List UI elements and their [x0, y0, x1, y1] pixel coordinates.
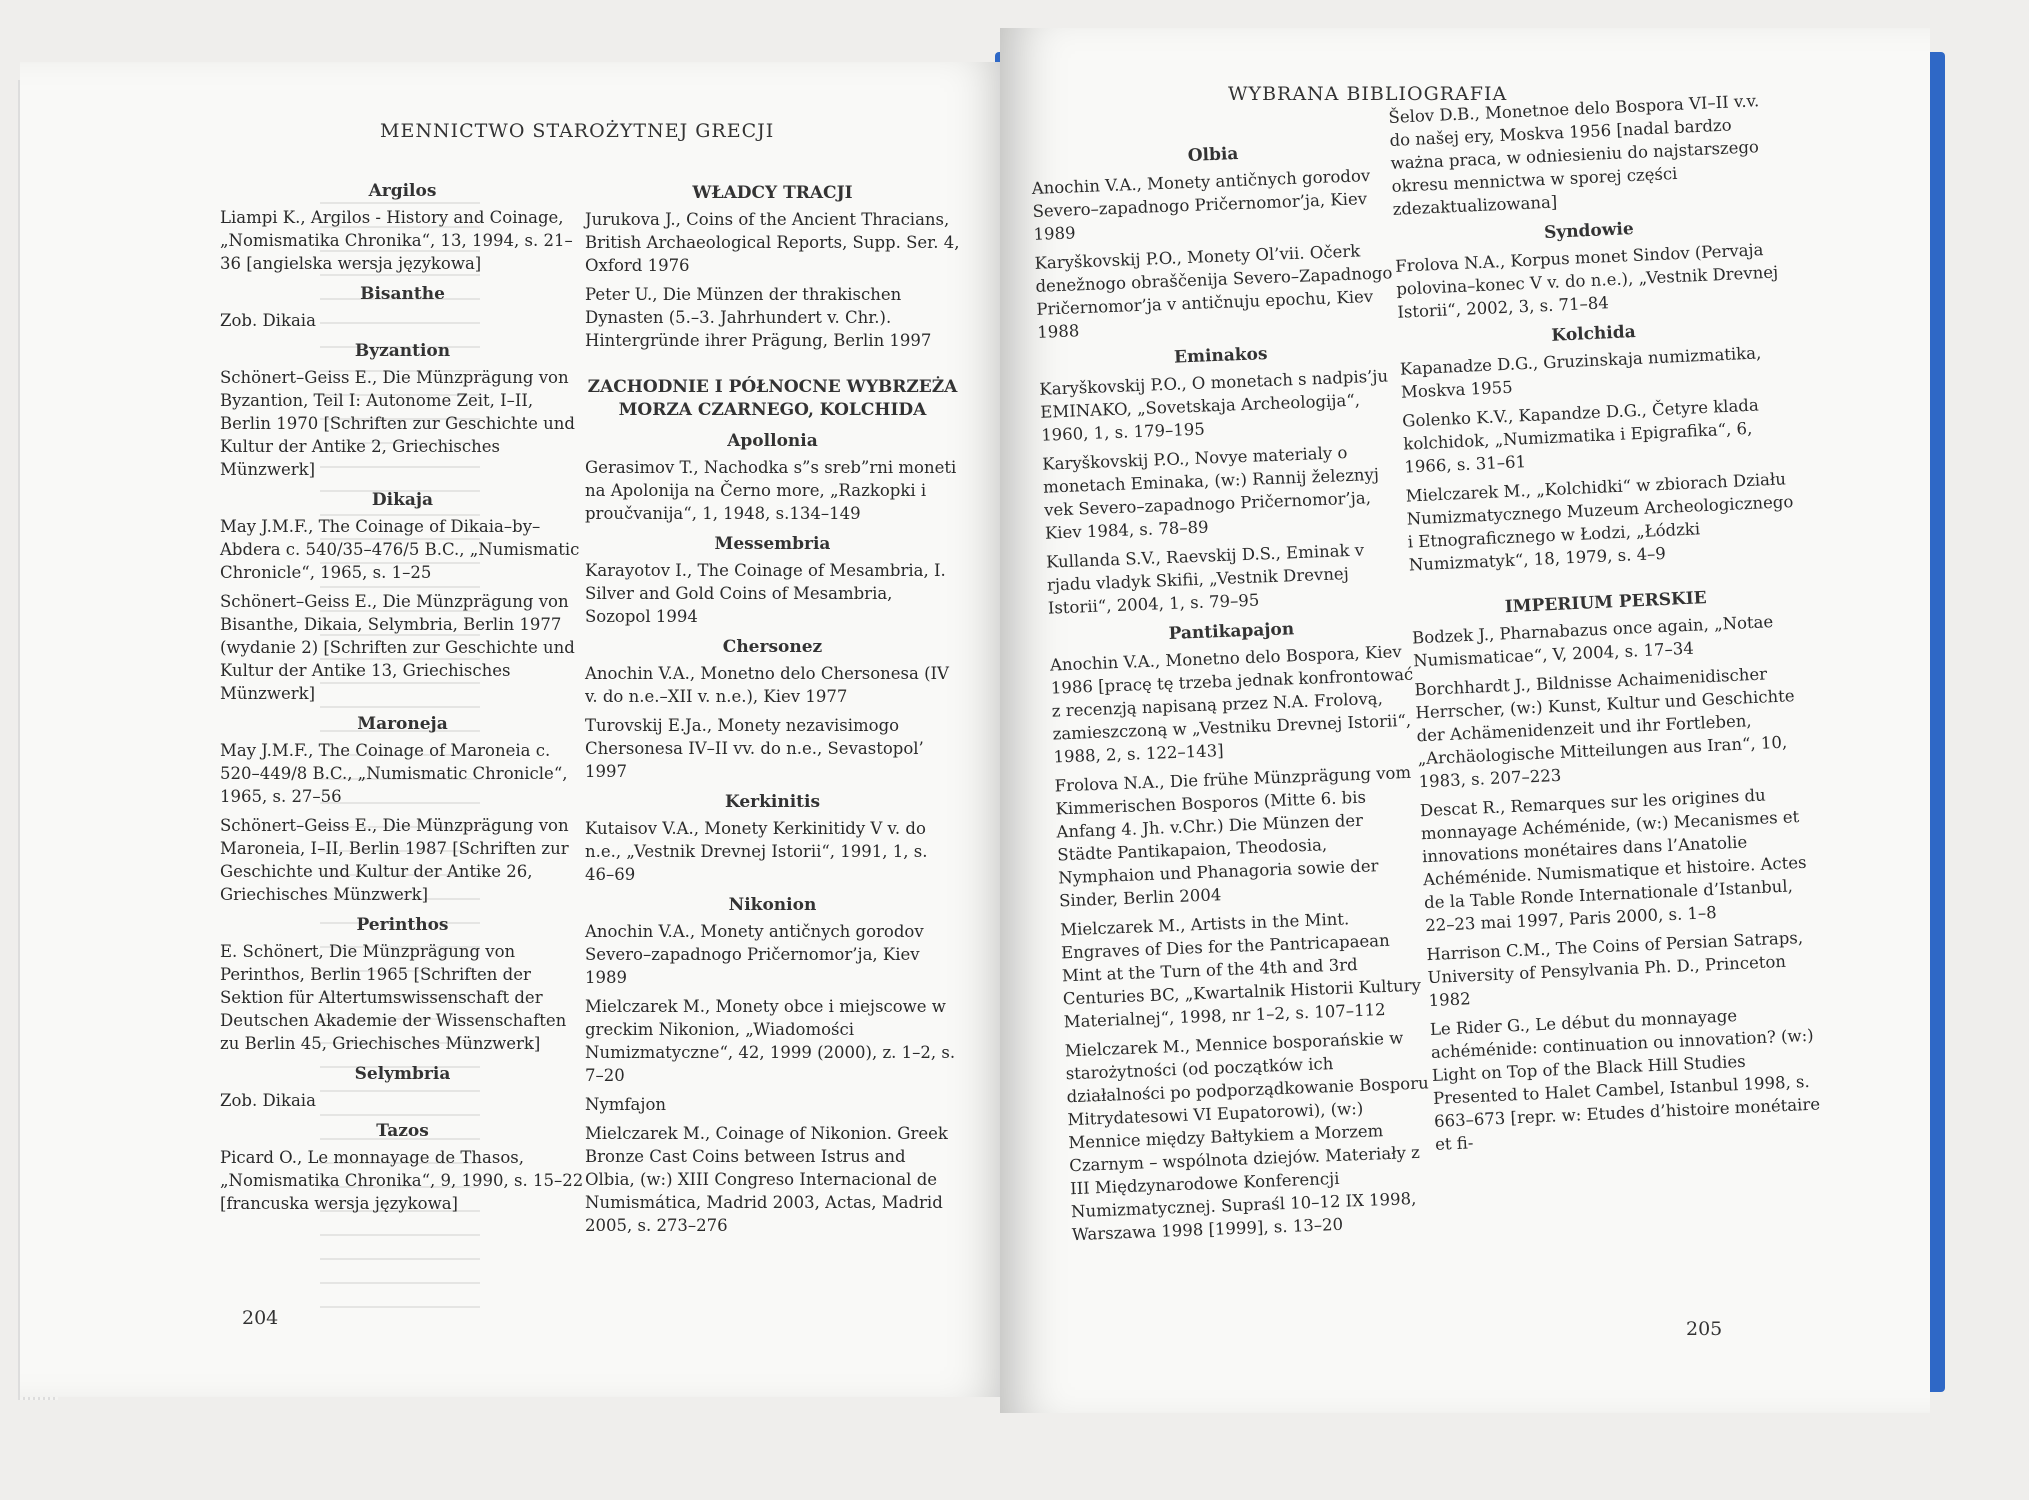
page-number: 204 — [242, 1307, 279, 1329]
bibliography-entry: Karyškovskij P.O., O monetach s nadpis’ju EMINAKO, „Sovetskaja Archeologija“, 1960, 1, s. 179–195 — [1039, 366, 1389, 445]
bibliography-entry: Picard O., Le monnayage de Thasos, „Nomismatika Chronika“, 9, 1990, s. 15–22 [francuska wersja językowa] — [220, 1148, 584, 1213]
bibliography-entry: Anochin V.A., Monety antičnych gorodov Severo–zapadnogo Pričernomor’ja, Kiev 1989 — [1031, 165, 1371, 244]
bibliography-entry: Borchhardt J., Bildnisse Achaimenidischer Herrscher, (w:) Kunst, Kultur und Geschichte der Achämenidenzeit und ihr Fortleben, „Archäologische Mitteilungen aus Iran“, 10, 1983, s. 207–223 — [1414, 664, 1795, 792]
bibliography-entry: Frolova N.A., Die frühe Münzprägung vom Kimmerischen Bosporos (Mitte 6. bis Anfang 4. Jh. v.Chr.) Die Münzen der Städte Pantikapaion, Theodosia, Nymphaion und Phanagoria sowie der Sinder, Berlin 2004 — [1054, 762, 1412, 911]
section-heading: Nikonion — [728, 895, 817, 915]
section-heading: Perinthos — [356, 915, 449, 935]
bibliography-entry: Mielczarek M., Mennice bosporańskie w starożytności (od początków ich działalności po podporządkowanie Bosporu Mitrydatesowi VI Eupatorowi), (w:) Mennice między Bałtykiem a Morzem Czarnym – wspólnota dziejów. Materiały z III Międzynarodowe Konferencji Numizmatycznej. Supraśl 10–12 IX 1998, Warszawa 1998 [1999], s. 13–20 — [1064, 1028, 1429, 1245]
left-page — [20, 62, 1010, 1397]
bibliography-entry: Mielczarek M., Artists in the Mint. Engraves of Dies for the Pantricapaean Mint at the Turn of the 4th and 3rd Centuries BC, „Kwartalnik Historii Kultury Materialnej“, 1998, nr 1–2, s. 107–112 — [1059, 909, 1422, 1032]
left-column-1 — [220, 172, 585, 1221]
bibliography-entry: Schönert–Geiss E., Die Münzprägung von Maroneia, I–II, Berlin 1987 [Schriften zur Geschichte und Kultur der Antike 26, Griechisches Münzwerk] — [220, 816, 569, 904]
section-heading: Messembria — [714, 534, 831, 554]
bibliography-entry: Golenko K.V., Kapandze D.G., Četyre klada kolchidok, „Numizmatika i Epigrafika“, 6, 1966, s. 31–61 — [1401, 395, 1760, 477]
section-heading: WŁADCY TRACJI — [692, 183, 853, 203]
running-head: WYBRANA BIBLIOGRAFIA — [1228, 83, 1508, 105]
bibliography-entry: Mielczarek M., Monety obce i miejscowe w greckim Nikonion, „Wiadomości Numizmatyczne“, 42, 1999 (2000), z. 1–2, s. 7–20 — [585, 997, 956, 1085]
bibliography-entry: Frolova N.A., Korpus monet Sindov (Pervaja polovina–konec V v. do n.e.), „Vestnik Drevnej Istorii“, 2002, 3, s. 71–84 — [1394, 240, 1779, 322]
bibliography-entry: Karyškovskij P.O., Novye materialy o monetach Eminaka, (w:) Rannij železnyj vek Severo–zapadnogo Pričernomor’ja, Kiev 1984, s. 78–89 — [1041, 443, 1380, 543]
section-heading: Apollonia — [727, 431, 818, 451]
bibliography-entry: Mielczarek M., „Kolchidki“ w zbiorach Działu Numizmatycznego Muzeum Archeologicznego i Etnograficznego w Łodzi, „Łódzki Numizmatyk“, 18, 1979, s. 4–9 — [1405, 469, 1794, 575]
left-column-2 — [585, 174, 960, 1243]
section-heading: Syndowie — [1543, 218, 1635, 244]
right-column-2 — [1388, 88, 1826, 1162]
bibliography-entry: Le Rider G., Le début du monnayage achéménide: continuation ou innovation? (w:) Light on Top of the Black Hill Studies Presented to Halet Cambel, Istanbul 1998, s. 663–673 [repr. w: Etudes d’histoire monétaire et fi- — [1429, 1006, 1821, 1154]
running-head: MENNICTWO STAROŻYTNEJ GRECJI — [380, 120, 775, 142]
bibliography-entry: Turovskij E.Ja., Monety nezavisimogo Chersonesa IV–II vv. do n.e., Sevastopol’ 1997 — [585, 716, 924, 781]
bibliography-entry: Descat R., Remarques sur les origines du monnayage Achéménide, (w:) Mecanismes et innovations monétaires dans l’Anatolie Achéménide. Numismatique et histoire. Actes de la Table Ronde Internationale d’Istanbul, 22–23 mai 1997, Paris 2000, s. 1–8 — [1419, 785, 1807, 936]
bibliography-entry: Peter U., Die Münzen der thrakischen Dynasten (5.–3. Jahrhundert v. Chr.). Hintergründe ihrer Prägung, Berlin 1997 — [585, 285, 932, 350]
section-heading: Maroneja — [357, 714, 448, 734]
bibliography-entry: Anochin V.A., Monetno delo Chersonesa (IV v. do n.e.–XII v. n.e.), Kiev 1977 — [585, 664, 949, 706]
bibliography-entry: Kullanda S.V., Raevskij D.S., Eminak v rjadu vladyk Skifii, „Vestnik Drevnej Istorii“, 2004, 1, s. 79–95 — [1045, 540, 1365, 618]
section-heading: Tazos — [376, 1121, 429, 1141]
bibliography-entry: Schönert–Geiss E., Die Münzprägung von Byzantion, Teil I: Autonome Zeit, I–II, Berlin 1970 [Schriften zur Geschichte und Kultur der Antike 2, Griechisches Münzwerk] — [220, 368, 575, 479]
bibliography-entry: May J.M.F., The Coinage of Dikaia–by–Abdera c. 540/35–476/5 B.C., „Numismatic Chronicle“, 1965, s. 1–25 — [220, 517, 580, 582]
section-heading: Eminakos — [1173, 344, 1268, 368]
right-page — [1000, 28, 1930, 1413]
section-heading: Olbia — [1187, 144, 1239, 166]
bibliography-entry: Schönert–Geiss E., Die Münzprägung von Bisanthe, Dikaia, Selymbria, Berlin 1977 (wydanie 2) [Schriften zur Geschichte und Kultur der Antike 13, Griechisches Münzwerk] — [220, 592, 575, 703]
section-heading: Byzantion — [354, 341, 451, 361]
bibliography-entry: Anochin V.A., Monetno delo Bospora, Kiev 1986 [pracę tę trzeba jednak konfrontować z recenzją napisaną przez N.A. Frolovą, zamieszczoną w „Vestniku Drevnej Istorii“, 1988, 2, s. 122–143] — [1049, 642, 1414, 767]
section-heading: Pantikapajon — [1168, 619, 1295, 645]
chapter-heading: ZACHODNIE I PÓŁNOCNE WYBRZEŻA MORZA CZARNEGO, KOLCHIDA — [587, 377, 958, 420]
bibliography-entry: Gerasimov T., Nachodka s”s sreb”rni moneti na Apolonija na Černo more, „Razkopki i proučvanija“, 1, 1948, s.134–149 — [585, 458, 957, 523]
bibliography-entry: Liampi K., Argilos - History and Coinage, „Nomismatika Chronika“, 13, 1994, s. 21–36 [angielska wersja językowa] — [220, 208, 573, 273]
bibliography-entry: Karyškovskij P.O., Monety Ol’vii. Očerk denežnogo obraščenija Severo–Zapadnogo Pričernomor’ja v antičnuju epochu, Kiev 1988 — [1034, 241, 1393, 342]
bibliography-entry: Anochin V.A., Monety antičnych gorodov Severo–zapadnogo Pričernomor’ja, Kiev 1989 — [585, 922, 924, 987]
section-heading: Argilos — [368, 181, 437, 201]
page-number: 205 — [1686, 1318, 1723, 1340]
bibliography-entry: Harrison C.M., The Coins of Persian Satraps, University of Pensylvania Ph. D., Princeton 1982 — [1426, 928, 1804, 1011]
section-heading: Kolchida — [1550, 322, 1637, 346]
section-heading: Chersonez — [722, 637, 823, 657]
section-heading: Bisanthe — [360, 284, 445, 304]
bibliography-entry: Jurukova J., Coins of the Ancient Thracians, British Archaeological Reports, Supp. Ser. 4, Oxford 1976 — [585, 210, 960, 275]
bibliography-entry: Mielczarek M., Coinage of Nikonion. Greek Bronze Cast Coins between Istrus and Olbia, (w:) XIII Congreso Internacional de Numismática, Madrid 2003, Actas, Madrid 2005, s. 273–276 — [585, 1124, 948, 1235]
section-heading: Dikaja — [371, 490, 434, 510]
section-heading: Kerkinitis — [724, 792, 821, 812]
bibliography-entry: Kutaisov V.A., Monety Kerkinitidy V v. do n.e., „Vestnik Drevnej Istorii“, 1991, 1, s. 46–69 — [585, 819, 928, 884]
right-column-1 — [1030, 129, 1437, 1252]
bibliography-entry: Karayotov I., The Coinage of Mesambria, I. Silver and Gold Coins of Mesambria, Sozopol 1994 — [585, 561, 946, 626]
bibliography-entry: Šelov D.B., Monetnoe delo Bospora VI–II v.v. do našej ery, Moskva 1956 [nadal bardzo ważna praca, w odniesieniu do najstarszego okresu mennictwa w sporej części zdezaktualizowana] — [1388, 91, 1760, 219]
bibliography-entry: Zob. Dikaia — [220, 1091, 316, 1110]
bibliography-entry: Nymfajon — [585, 1095, 667, 1114]
section-heading: Selymbria — [354, 1064, 451, 1084]
chapter-heading: IMPERIUM PERSKIE — [1504, 588, 1708, 618]
bibliography-entry: Kapanadze D.G., Gruzinskaja numizmatika, Moskva 1955 — [1399, 343, 1762, 402]
bibliography-entry: E. Schönert, Die Münzprägung von Perinthos, Berlin 1965 [Schriften der Sektion für Altertumswissenschaft der Deutschen Akademie der Wissenschaften zu Berlin 45, Griechisches Münzwerk] — [220, 942, 567, 1053]
bibliography-entry: Zob. Dikaia — [220, 311, 316, 330]
bibliography-entry: Bodzek J., Pharnabazus once again, „Notae Numismaticae“, V, 2004, s. 17–34 — [1411, 612, 1774, 671]
bibliography-entry: May J.M.F., The Coinage of Maroneia c. 520–449/8 B.C., „Numismatic Chronicle“, 1965, s. 27–56 — [220, 741, 568, 806]
